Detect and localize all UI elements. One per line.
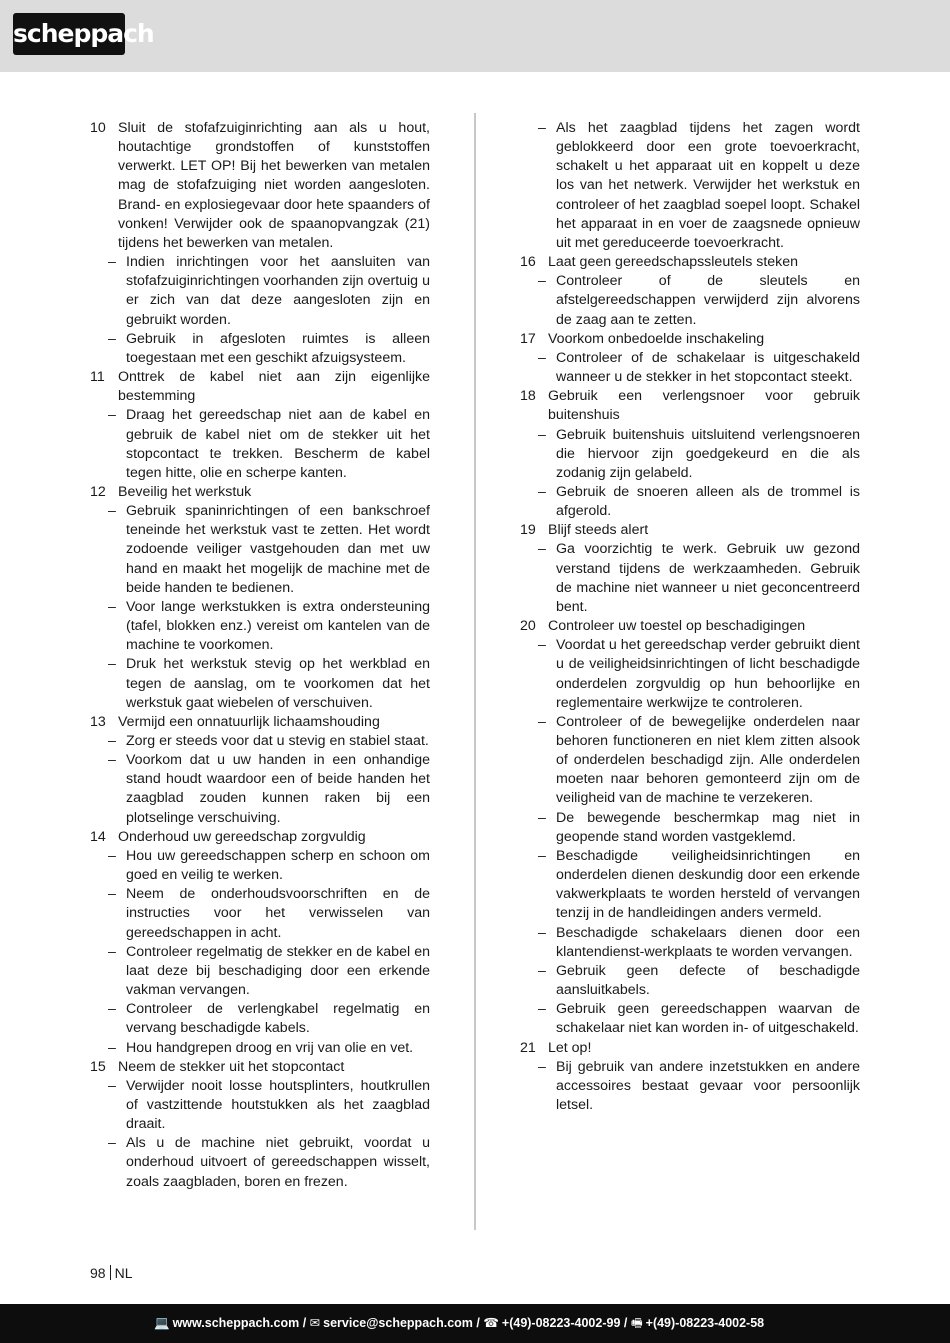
instruction-section — [90, 119, 430, 253]
column-divider — [474, 113, 476, 1230]
bullet-text: Voor lange werkstukken is extra ondersteuning (tafel, blokken enz.) vereist om kantelen van de machine te voorkomen. — [126, 598, 430, 654]
section-number: 20 — [520, 618, 536, 635]
bullet-text: Zorg er steeds voor dat u stevig en stabiel staat. — [126, 733, 429, 749]
bullet-item — [90, 502, 430, 598]
section-heading: Laat geen gereedschapssleutels steken — [548, 254, 799, 271]
section-number: 14 — [90, 828, 106, 845]
computer-icon: 💻 — [154, 1316, 170, 1330]
bullet-text: Hou uw gereedschappen scherp en schoon om goed en veilig te werken. — [126, 847, 430, 884]
bullet-item — [90, 751, 430, 828]
section-heading: Beveilig het werkstuk — [118, 483, 252, 500]
bullet-item — [90, 1000, 430, 1038]
bullet-item — [90, 598, 430, 655]
instruction-section — [520, 330, 860, 349]
bullet-item — [90, 885, 430, 942]
instruction-section — [90, 368, 430, 406]
section-number: 15 — [90, 1058, 106, 1075]
bullet-text: Beschadigde veiligheidsinrichtingen en onderdelen dienen deskundig door een erkende vakwerkplaats te worden hersteld of vervangen tenzij in de handleidingen anders vermeld. — [556, 847, 860, 922]
header-band — [0, 0, 950, 72]
dash-marker: – — [538, 541, 546, 558]
bullet-item — [520, 713, 860, 809]
bullet-text: Bij gebruik van andere inzetstukken en andere accessoires bestaat gevaar voor persoonlijk letsel. — [556, 1058, 860, 1113]
bullet-item — [520, 483, 860, 521]
dash-marker: – — [538, 426, 546, 443]
dash-marker: – — [108, 886, 116, 903]
website-link[interactable]: www.scheppach.com — [172, 1316, 300, 1330]
page-number: 98 — [90, 1265, 106, 1281]
bullet-item — [520, 272, 860, 329]
bullet-text: Als u de machine niet gebruikt, voordat u onderhoud uitvoert of gereedschappen wisselt, zoals zaagbladen, boren en frezen. — [126, 1135, 430, 1190]
bullet-text: Verwijder nooit losse houtsplinters, houtkrullen of vastzittende houtstukken als het zaagblad draait. — [126, 1077, 430, 1133]
instruction-section — [90, 1058, 430, 1077]
bullet-text: Gebruik in afgesloten ruimtes is alleen toegestaan met een geschikt afzuigsysteem. — [126, 330, 430, 366]
bullet-text: Indien inrichtingen voor het aansluiten van stofafzuiginrichtingen voorhanden zijn overtuig u er zich van dat deze aangesloten zijn en gebruikt worden. — [126, 254, 430, 328]
bullet-item — [520, 426, 860, 483]
section-heading: Sluit de stofafzuiginrichting aan als u hout, houtachtige grondstoffen of kunststoffen verwerkt. LET OP! Bij het bewerken van metalen mag de stofafzuiging niet worden aangesloten. Brand- en explosiegevaar door hete spaanders of vonken! Verwijder ook de spaanopvangzak (21) tijdens het bewerken van metalen. — [118, 120, 430, 251]
instruction-section — [520, 617, 860, 636]
section-number: 17 — [520, 330, 536, 347]
brand-logo: scheppach — [13, 13, 125, 55]
dash-marker: – — [108, 847, 116, 864]
section-number: 16 — [520, 254, 536, 271]
email-link[interactable]: service@scheppach.com — [323, 1316, 473, 1330]
bullet-item — [520, 847, 860, 924]
bullet-text: Gebruik buitenshuis uitsluitend verlengsnoeren die hiervoor zijn goedgekeurd en die als zodanig zijn gelabeld. — [556, 426, 860, 481]
dash-marker: – — [108, 407, 116, 424]
dash-marker: – — [538, 962, 546, 979]
bullet-item — [520, 636, 860, 713]
bullet-item — [90, 1077, 430, 1134]
bullet-text: Controleer of de bewegelijke onderdelen naar behoren functioneren en niet klem zitten alsook of onderdelen beschadigd zijn. Alle onderdelen moeten naar behoren gemonteerd zijn om de veiligheid van de machine te verzekeren. — [556, 713, 860, 807]
bullet-item — [90, 1134, 430, 1191]
dash-marker: – — [538, 120, 546, 136]
instruction-section — [90, 713, 430, 732]
bullet-text: Gebruik de snoeren alleen als de trommel is afgerold. — [556, 483, 860, 520]
section-heading: Onttrek de kabel niet aan zijn eigenlijke bestemming — [118, 369, 430, 405]
section-number: 21 — [520, 1039, 536, 1056]
bullet-text: Hou handgrepen droog en vrij van olie en vet. — [126, 1039, 414, 1056]
bullet-text: Neem de onderhoudsvoorschriften en de instructies voor het verwisselen van gereedschappen in acht. — [126, 886, 430, 941]
fax-number: +(49)-08223-4002-58 — [645, 1316, 765, 1330]
dash-marker: – — [108, 1135, 116, 1152]
instruction-section — [520, 521, 860, 540]
bullet-item — [90, 943, 430, 1000]
dash-marker: – — [108, 330, 116, 347]
bullet-text: Druk het werkstuk stevig op het werkblad en tegen de aanslag, om te voorkomen dat het werkstuk gaat wiebelen of verschuiven. — [126, 656, 430, 711]
bullet-text: Ga voorzichtig te werk. Gebruik uw gezond verstand tijdens de werkzaamheden. Gebruik de machine niet wanneer u niet geconcentreerd bent. — [556, 541, 860, 615]
contact-footer — [0, 1304, 950, 1343]
bullet-item — [90, 847, 430, 885]
section-number: 18 — [520, 388, 536, 405]
section-number: 12 — [90, 483, 106, 500]
bullet-item — [90, 330, 430, 368]
dash-marker: – — [538, 924, 546, 941]
dash-marker: – — [538, 847, 546, 864]
bullet-text: Controleer of de sleutels en afstelgereedschappen verwijderd zijn alvorens de zaag aan te zetten. — [556, 273, 860, 328]
section-heading: Controleer uw toestel op beschadigingen — [548, 618, 806, 635]
dash-marker: – — [538, 273, 546, 290]
section-heading: Voorkom onbedoelde inschakeling — [548, 330, 765, 347]
fax-icon: 🖷 — [630, 1316, 643, 1330]
bullet-text: Controleer de verlengkabel regelmatig en vervang beschadigde kabels. — [126, 1001, 430, 1037]
section-number: 13 — [90, 713, 106, 730]
footer-separator: / — [299, 1316, 310, 1330]
bullet-item — [520, 119, 860, 253]
phone-number: +(49)-08223-4002-99 — [501, 1316, 621, 1330]
dash-marker: – — [538, 483, 546, 500]
section-number: 19 — [520, 522, 536, 539]
bullet-item — [90, 732, 430, 751]
dash-marker: – — [108, 503, 116, 520]
bullet-text: Als het zaagblad tijdens het zagen wordt geblokkeerd door een grote toevoerkracht, schakelt u het apparaat uit en koppelt u deze los van het netwerk. Verwijder het werkstuk en controleer of het zaagblad soepel loopt. Schakel het apparaat in en voer de zaagsnede opnieuw uit met gereduceerde toevoerkracht. — [556, 120, 860, 251]
instruction-section — [90, 483, 430, 502]
language-code: NL — [114, 1265, 133, 1281]
footer-separator: / — [620, 1316, 631, 1330]
section-heading: Blijf steeds alert — [548, 522, 649, 539]
page-separator — [110, 1265, 111, 1280]
bullet-item — [520, 540, 860, 617]
instruction-section — [520, 253, 860, 272]
bullet-text: Gebruik geen gereedschappen waarvan de schakelaar niet kan worden in- of uitgeschakeld. — [556, 1001, 860, 1037]
dash-marker: – — [108, 733, 116, 749]
bullet-item — [520, 349, 860, 387]
section-heading: Vermijd een onnatuurlijk lichaamshouding — [118, 713, 380, 730]
dash-marker: – — [108, 656, 116, 673]
bullet-item — [520, 924, 860, 962]
section-number: 11 — [90, 369, 105, 386]
bullet-item — [90, 655, 430, 712]
dash-marker: – — [108, 1077, 116, 1094]
dash-marker: – — [538, 1058, 546, 1075]
section-number: 10 — [90, 120, 106, 136]
dash-marker: – — [538, 1001, 546, 1018]
bullet-text: Voorkom dat u uw handen in een onhandige stand houdt waardoor een of beide handen het zaagblad zouden kunnen raken bij een plotselinge verschuiving. — [126, 752, 430, 826]
page-number-line — [90, 1264, 132, 1282]
dash-marker: – — [108, 752, 116, 769]
bullet-item — [90, 1039, 430, 1058]
bullet-item — [90, 253, 430, 330]
footer-separator: / — [472, 1316, 484, 1330]
bullet-text: Controleer of de schakelaar is uitgeschakeld wanneer u de stekker in het stopcontact steekt. — [556, 349, 860, 386]
section-heading: Onderhoud uw gereedschap zorgvuldig — [118, 828, 366, 845]
bullet-item — [520, 1058, 860, 1115]
mail-icon: ✉ — [309, 1316, 321, 1330]
dash-marker: – — [108, 943, 116, 960]
section-heading: Neem de stekker uit het stopcontact — [118, 1058, 345, 1075]
instruction-section — [90, 828, 430, 847]
section-heading: Gebruik een verlengsnoer voor gebruik buitenshuis — [548, 388, 860, 424]
dash-marker: – — [538, 637, 546, 654]
bullet-text: Voordat u het gereedschap verder gebruikt dient u de veiligheidsinrichtingen of licht beschadigde onderdelen zorgvuldig op hun behoorlijke en reglementaire werkwijze te controleren. — [556, 637, 860, 711]
bullet-text: De bewegende beschermkap mag niet in geopende stand worden vastgeklemd. — [556, 809, 860, 845]
left-column — [90, 119, 430, 1192]
contact-line — [154, 1304, 764, 1343]
bullet-text: Controleer regelmatig de stekker en de kabel en laat deze bij beschadiging door een erkende vakman vervangen. — [126, 943, 430, 999]
bullet-text: Gebruik spaninrichtingen of een bankschroef teneinde het werkstuk vast te zetten. Het wordt zodoende veiliger vastgehouden dan met uw hand en maakt het mogelijk de machine met de beide handen te bedienen. — [126, 503, 430, 596]
instruction-section — [520, 1039, 860, 1058]
dash-marker: – — [108, 1001, 116, 1018]
bullet-item — [90, 406, 430, 483]
dash-marker: – — [108, 254, 116, 271]
bullet-item — [520, 1000, 860, 1038]
bullet-text: Draag het gereedschap niet aan de kabel en gebruik de kabel niet om de stekker uit het stopcontact te trekken. Bescherm de kabel tegen hitte, olie en scherpe kanten. — [126, 407, 430, 481]
bullet-text: Beschadigde schakelaars dienen door een klantendienst-werkplaats te worden vervangen. — [556, 924, 860, 960]
bullet-item — [520, 809, 860, 847]
instruction-section — [520, 387, 860, 425]
dash-marker: – — [108, 598, 116, 615]
dash-marker: – — [538, 349, 546, 366]
right-column — [520, 119, 860, 1115]
section-heading: Let op! — [548, 1039, 592, 1056]
dash-marker: – — [538, 809, 546, 826]
bullet-text: Gebruik geen defecte of beschadigde aansluitkabels. — [556, 962, 860, 999]
dash-marker: – — [108, 1039, 116, 1056]
phone-icon: ☎ — [483, 1316, 499, 1330]
dash-marker: – — [538, 713, 546, 730]
bullet-item — [520, 962, 860, 1000]
